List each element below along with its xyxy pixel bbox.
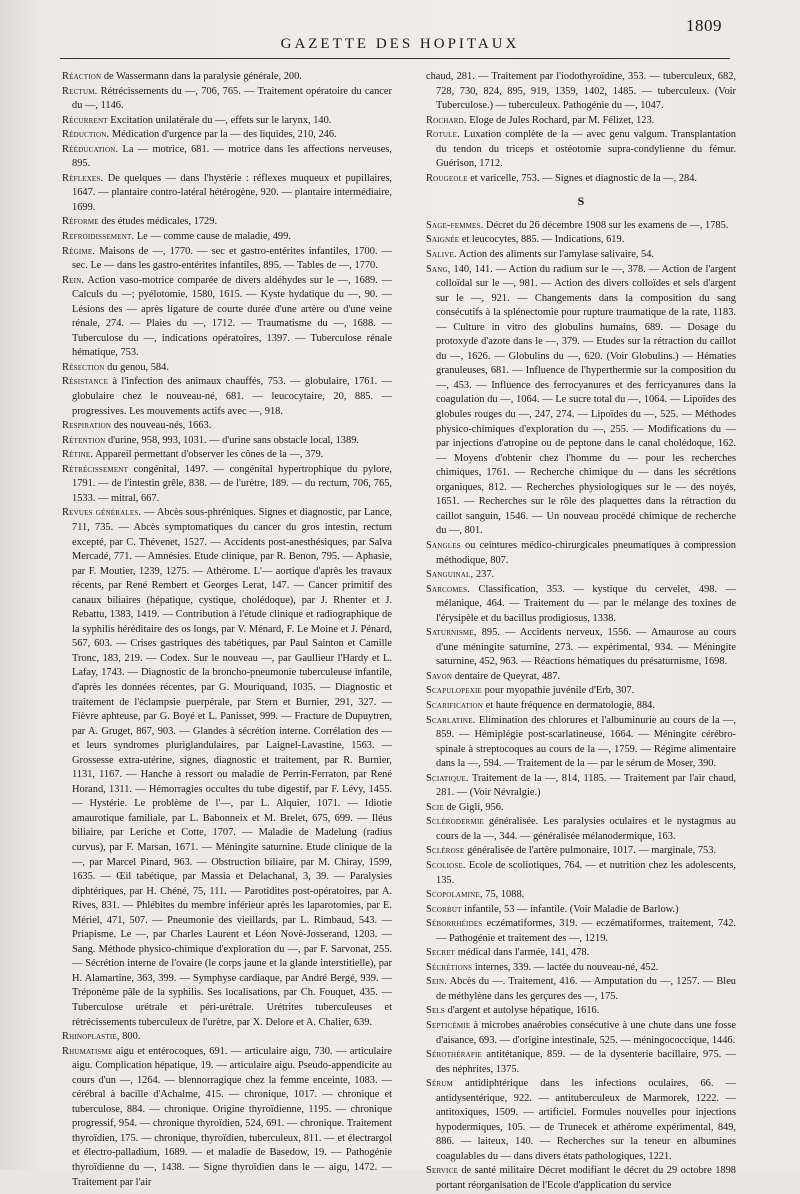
entry-text: Traitement de la —, 814, 1185. — Traitement par l'air chaud, 281. — (Voir Névralgie.) (436, 772, 736, 799)
entry-text: Classification, 353. — kystique du cervelet, 498. — mélanique, 464. — Traitement du — par le mélange des toxines de l'érysipèle et du bacillus prodigiosus, 1338. (436, 583, 736, 624)
index-entry (426, 801, 736, 816)
entry-keyword: Salive. (426, 249, 457, 261)
entry-keyword: Sérothérapie (426, 1049, 483, 1061)
index-entry (426, 128, 736, 172)
index-entry (426, 888, 736, 903)
entry-text: Ecole de scoliotiques, 764. — et nutrition chez les adolescents, 135. (436, 859, 736, 886)
entry-text: Maisons de —, 1770. — sec et gastro-entérites infantiles, 1700. — sec. Le — dans les gastro-entérites infantiles, 895. — Tables de —, 1770. (72, 245, 392, 272)
index-entry (426, 219, 736, 234)
index-entry (426, 114, 736, 129)
index-entry (62, 361, 392, 376)
index-entry (426, 1164, 736, 1193)
index-entry (62, 85, 392, 114)
index-entry (62, 230, 392, 245)
section-letter: S (577, 194, 585, 209)
entry-keyword: Résection (62, 361, 105, 373)
entry-text: 895. — Accidents nerveux, 1556. — Amaurose au cours d'une méningite saturnine, 273. — expérimental, 934. — Méningite saturnine, 452, 963. — Réactions hématiques du présaturnisme, 1698. (436, 627, 736, 668)
index-entry (62, 274, 392, 361)
entry-keyword: Saturnisme, (426, 627, 477, 639)
entry-text: — Abcès sous-phréniques. Signes et diagnostic, par Lance, 711, 735. — Abcès symptomatiques du cancer du gros intestin, rectum excepté, par C. Thévenet, 1527. — Accidents post-anesthésiques, par Salva Mercadé, 771. — Amnésies. Etude clinique, par R. Benon, 795. — Aphasie, par F. Moutier, 1239, 1275. — Athérome. L'— aortique d'après les travaux récents, par René Rembert et Georges Lerat, 147. — Cancer primitif des canaux biliaires (hépatique, cystique, cholédoque), par J. Rhenter et J. Rebattu, 1383, 1419. — Contribution à l'étude clinique et radiographique de la syphilis héréditaire des os longs, par V. Ménard, F. Le Moine et J. Pénard, 567, 603. — Crises gastriques des tabétiques, par Paul Sainton et Camille Tronc, 183, 219. — Codex. Sur le nouveau —, par Gaullieur l'Hardy et L. Lafay, 1743. — Diagnostic de la broncho-pneumonie tuberculeuse infantile, d'après les données récentes, par G. Mouriquand, 1035. — Diagnostic et traitement de l'éclampsie puerpérale, par Stern et Burnier, 291, 327. — Fièvre aphteuse, par G. Boyé et L. Panisset, 999. — Fracture de Dupuytren, par A. Gruget, 867, 903. — Glandes à sécrétion interne. Corrélation des — et leurs syndromes pluriglandulaires, par Laignel-Lavastine, 1563. — Grossesse extra-utérine, signes, diagnostic et traitement, par R. Burnier, 1131, 1167. — Hanche à ressort ou maladie de Perrin-Ferraton, par René Horand, 1311. — Hémorragies occultes du tube digestif, par F. Lévy, 1455. — Hystérie. Le problème de l'—, par L. Alquier, 1071. — Idiotie amaurotique familiale, par L. Babonneix et M. Brelet, 675, 699. — Iléus biliaire, par Leriche et Cotte, 1707. — Maladie de Madelung (radius curvus), par F. Marsan, 1671. — Méningite saturnine. Etude clinique de la —, par Marcel Pinard, 963. — Obstruction biliaire, par M. Chiray, 1599, 1635. — Œil tabétique, par Massia et Delachanal, 3, 39. — Paralysies diphtériques, par H. Chéné, 75, 111. — Parotidites post-opératoires, par A. Rives, 831. — Phlébites du membre inférieur après les laparotomies, par E. Mériel, 471, 507. — Pneumonie des vieillards, par L. Rimbaud, 543. — Priapisme. Le —, par Charles Laurent et Léon Novè-Josserand, 1203. — Sang. Méthode physico-chimique d'exploration du —, par F. Sarvonat, 255. — Sécrétion interne de l'ovaire (le corps jaune et la glande interstitielle), par H. Alamartine, 363, 399. — Symphyse cardiaque, par André Bergé, 939. — Tréponème pâle de la syphilis. Ses localisations, par Ch. Fouquet, 435. — Tuberculose urétrale et péri-urétrale. Urétrites tuberculeuses et rétrécissements tuberculeux de l'urètre, par X. Delore et A. Chalier, 639. (72, 507, 393, 1028)
index-entry (426, 172, 736, 187)
index-entry (62, 172, 392, 216)
index-entry (62, 448, 392, 463)
index-entry (426, 961, 736, 976)
index-entry (62, 143, 392, 172)
entry-text: de Wassermann dans la paralysie générale, 200. (101, 71, 302, 82)
index-entry (426, 263, 736, 539)
entry-keyword: Revues générales. (62, 507, 142, 519)
entry-text: Médication d'urgence par la — des liquides, 210, 246. (109, 129, 337, 141)
entry-text: Décret du 26 décembre 1908 sur les examens de —, 1785. (483, 219, 729, 231)
entry-text: 800. (119, 1031, 141, 1043)
entry-text: généralisée. Les paralysies oculaires et le nystagmus au cours de la —, 344. — généralisée mélanodermique, 163. (436, 816, 736, 842)
entry-keyword: Sclérodermie (426, 816, 484, 828)
entry-keyword: Scorbut (426, 903, 462, 915)
entry-keyword: Rétrécissement (62, 463, 129, 475)
entry-text: Rétrécissements du —, 706, 765. — Traitement opératoire du cancer du —, 1146. (72, 85, 392, 112)
index-entry (62, 245, 392, 274)
index-entry (426, 917, 736, 946)
entry-text: Le — comme cause de maladie, 499. (134, 231, 291, 243)
entry-text: à microbes anaérobies consécutive à une chute dans une fosse d'aisance, 693. — d'origine intestinale, 525. — méningococcique, 1446. (436, 1020, 736, 1046)
index-entry (426, 583, 736, 627)
running-title: GAZETTE DES HOPITAUX (280, 36, 520, 52)
entry-keyword: Sclérose (426, 845, 465, 857)
entry-text: Excitation unilatérale du —, effets sur le larynx, 140. (107, 114, 332, 126)
entry-keyword: Scopolamine, (426, 889, 483, 901)
index-entry (426, 1077, 736, 1164)
entry-text: des nouveau-nés, 1663. (111, 420, 212, 432)
entry-text: d'argent et autolyse hépatique, 1616. (445, 1005, 600, 1017)
entry-keyword: Sage-femmes. (426, 219, 484, 231)
entry-keyword: Rougeole (426, 172, 468, 184)
entry-keyword: Sanguinal, (426, 569, 474, 581)
index-entry (426, 714, 736, 772)
entry-keyword: Scie (426, 801, 444, 813)
entry-text: ou ceintures médico-chirurgicales pneumatiques à compression méthodique, 807. (436, 539, 736, 566)
header-rule (60, 58, 730, 59)
entry-keyword: Rectum. (62, 85, 98, 97)
entry-text: Eloge de Jules Rochard, par M. Félizet, 123. (466, 114, 655, 126)
index-entry (62, 70, 392, 85)
entry-text: La — motrice, 681. — motrice dans les affections nerveuses, 895. (72, 143, 392, 170)
entry-keyword: Réduction. (62, 129, 110, 141)
index-entry (426, 233, 736, 248)
entry-text: généralisée de l'artère pulmonaire, 1017. — marginale, 753. (464, 845, 717, 857)
entry-text: Action vaso-motrice comparée de divers aldéhydes sur le —, 1689. — Calculs du —; pyélotomie, 1580, 1615. — Kyste hydatique du —, 90. — Lésions des — après ligature de courte durée d'une artère ou d'une veine rénale, 274. — Plaies du —, 1712. — Traumatisme du —, 1688. — Tuberculose du —, indications opératoires, 1397. — Tuberculose rénale hématique, 753. (72, 274, 392, 359)
left-column (62, 70, 392, 1190)
entry-keyword: Scapulopexie (426, 685, 483, 697)
entry-text: des études médicales, 1729. (98, 216, 218, 228)
right-column-r-entries (426, 70, 736, 186)
index-entry (426, 903, 736, 918)
page-number: 1809 (686, 16, 722, 35)
index-entry (426, 946, 736, 961)
entry-text: congénital, 1497. — congénital hypertrophique du pylore, 1791. — de l'intestin grêle, 838. — de l'urètre, 189. — du rectum, 706, 765, 1533. — mitral, 667. (72, 463, 392, 504)
entry-keyword: Sangles (426, 539, 461, 551)
index-entry (62, 1030, 392, 1045)
entry-text: de Gigli, 956. (443, 801, 504, 813)
entry-text: et varicelle, 753. — Signes et diagnostic de la —, 284. (467, 172, 697, 184)
index-entry (62, 128, 392, 143)
entry-keyword: Service (426, 1165, 458, 1177)
entry-keyword: Réforme (62, 216, 99, 228)
entry-keyword: Sciatique. (426, 772, 469, 784)
index-entry (426, 70, 736, 114)
entry-keyword: Récurrent (62, 114, 108, 126)
entry-keyword: Rotule. (426, 129, 460, 141)
entry-text: aigu et entérocoques, 691. — articulaire aigu, 730. — articulaire aigu. Complication hépatique, 19. — articulaire aigu. Pseudo-appendicite au cours d'un —, 1264. — blennorragique chez la femme enceinte, 1083. — cérébral à bacille d'Achalme, 415. — chronique, 1017. — chronique et tuberculose, 884. — chronique. Origine thyroïdienne, 1195. — chronique progressif, 954. — chronique thyroïdien, 524, 691. — chronique. Traitement thyroïdien, 175. — chronique, thyroïdien, tuberculeux, 811. — et électrargol et électro-palladium, 1689. — et maladie de Basedow, 19. — Pathogénie thyroïdienne du —, 1438. — Signe thyroïdien dans le — aigu, 1472. — Traitement par l'air (72, 1045, 392, 1188)
entry-keyword: Réaction (62, 71, 102, 82)
entry-keyword: Rétine. (62, 449, 94, 461)
entry-text: De quelques — dans l'hystérie : réflexes muqueux et pupillaires, 1647. — plantaire contro-latéral hétérogène, 920. — plantaire intermédiaire, 1699. (72, 172, 392, 213)
entry-text: Action des aliments sur l'amylase salivaire, 54. (456, 249, 655, 261)
entry-text: 140, 141. — Action du radium sur le —, 378. — Action de l'argent colloïdal sur le —, 981. — Action des divers colloïdes et sels d'argent sur le —, 921. — Changements dans la composition du sang consécutifs à la splénectomie pour rupture traumatique de la rate, 1183. — Culture in vitro des globulins humains, 689. — Dosage du protoxyde d'azote dans le —, 379. — Etudes sur la rétraction du caillot du —, 1626. — Globulins du —, 620. (Voir Globulins.) — Hématies granuleuses, 681. — Influence de l'hyperthermie sur la composition du —, 453. — Influence des ferrocyanures et des ferricyanures dans la coagulation du —, 1064. — Le sucre total du —, 1064. — Lipoïdes des globules rouges du —, 247, 274. — Lipoïdes du —, 525. — Méthodes physico-chimiques d'exploration du —, 255. — Modifications du — par injections d'atropine ou de peptone dans le canal cholédoque, 162. — Moyens d'obtenir chez l'homme du — pour les recherches chimiques, 1761. — Recherche chimique du — dans les sécrétions organiques, 812. — Recherches physiologiques sur le — des noyés, 1651. — Recherches sur le rôle des plaquettes dans la rétraction du caillot sanguin, 1546. — Un nouveau procédé chimique de recherche du —, 801. (436, 263, 736, 537)
right-column-s-entries (426, 219, 736, 1194)
entry-text: Luxation complète de la — avec genu valgum. Transplantation du tendon du triceps et ostéotomie supra-condylienne du fémur. Guérison, 1712. (436, 129, 736, 170)
entry-text: 237. (473, 569, 495, 581)
entry-text: médical dans l'armée, 141, 478. (455, 947, 590, 959)
entry-keyword: Rétention (62, 434, 106, 446)
entry-text: antidiphtérique dans les infections oculaires, 66. — antidysentérique, 922. — antituberculeux de Marmorek, 1222. — antitoxiques, 1509. — artificiel. Formules nouvelles pour injections hypodermiques, 105. — de Trunecek et athérome expérimental, 849, 886. — laiteux, 140. — Recherches sur la teneur en albumines coagulables du — dans divers états pathologiques, 1221. (436, 1078, 736, 1162)
index-entry (62, 215, 392, 230)
entry-keyword: Saignée (426, 234, 460, 246)
index-entry (426, 626, 736, 670)
index-entry (426, 248, 736, 263)
entry-keyword: Rochard. (426, 114, 467, 126)
entry-text: et haute fréquence en dermatologie, 884. (483, 699, 655, 711)
entry-keyword: Sang, (426, 263, 451, 275)
entry-text: pour myopathie juvénile d'Erb, 307. (482, 685, 635, 697)
index-entry (426, 859, 736, 888)
index-entry (62, 419, 392, 434)
index-entry (62, 463, 392, 507)
entry-keyword: Respiration (62, 420, 112, 432)
entry-text: d'urine, 958, 993, 1031. — d'urine sans obstacle local, 1389. (105, 434, 359, 446)
entry-text: internes, 339. — lactée du nouveau-né, 452. (472, 961, 659, 973)
entry-text: de santé militaire Décret modifiant le décret du 29 octobre 1898 portant réorganisation de l'Ecole d'application du service (436, 1165, 736, 1192)
entry-text: antitétanique, 859. — de la dysenterie bacillaire, 975. — des néphrites, 1375. (436, 1049, 736, 1075)
index-entry (62, 506, 392, 1030)
index-entry (426, 1019, 736, 1048)
entry-keyword: Rein. (62, 274, 85, 286)
entry-keyword: Réflexes. (62, 172, 104, 184)
index-entry (426, 772, 736, 801)
entry-text: et leucocytes, 885. — Indications, 619. (459, 234, 625, 246)
entry-keyword: Résistance (62, 376, 109, 388)
entry-keyword: Sarcomes. (426, 583, 471, 595)
entry-keyword: Sein. (426, 976, 448, 988)
entry-text: Appareil permettant d'observer les cônes de la —, 379. (93, 449, 324, 461)
entry-keyword: Rééducation. (62, 143, 119, 155)
entry-keyword: Séborrhéides (426, 918, 483, 930)
index-entry (62, 114, 392, 129)
index-entry (426, 975, 736, 1004)
entry-text: 75, 1088. (482, 889, 525, 901)
index-entry (62, 434, 392, 449)
entry-text: dentaire de Queyrat, 487. (452, 670, 561, 682)
index-entry (426, 815, 736, 844)
entry-text: du genou, 584. (104, 361, 169, 373)
index-entry (426, 539, 736, 568)
entry-text: eczématiformes, 319. — eczématiformes, traitement, 742. — Pathogénie et traitement des —, 1219. (436, 918, 736, 944)
entry-keyword: Rhinoplastie, (62, 1031, 120, 1043)
entry-keyword: Sécrétions (426, 961, 473, 973)
entry-keyword: Savon (426, 670, 453, 682)
entry-keyword: Sérum (426, 1078, 454, 1090)
index-entry (426, 1048, 736, 1077)
entry-keyword: Scoliose. (426, 859, 466, 871)
entry-text: Elimination des chlorures et l'albuminurie au cours de la —, 859. — Hémiplégie post-scarlatineuse, 1664. — Méningite cérébro-spinale à streptocoques au cours de la —, 1759. — Régime alimentaire dans la —, 594. — Traitement de la — par le sérum de Moser, 390. (436, 714, 736, 770)
entry-keyword: Septicémie (426, 1020, 471, 1031)
index-entry (62, 375, 392, 419)
index-entry (426, 684, 736, 699)
entry-keyword: Secret (426, 947, 456, 959)
entry-keyword: Scarlatine. (426, 714, 476, 726)
index-entry (62, 1045, 392, 1190)
index-entry (426, 699, 736, 714)
entry-text: Abcès du —. Traitement, 416. — Amputation du —, 1257. — Bleu de méthylène dans les gerçures des —, 175. (436, 976, 736, 1002)
entry-keyword: Rhumatisme (62, 1045, 113, 1057)
entry-keyword: Scarification (426, 699, 483, 711)
index-entry (426, 568, 736, 583)
right-column (426, 70, 736, 1194)
entry-text: chaud, 281. — Traitement par l'iodothyroïdine, 353. — tuberculeux, 682, 728, 730, 824, 895, 919, 1359, 1402, 1485. — tuberculeux. (Voir Tuberculose.) — tuberculeux. Pathogénie du —, 1047. (426, 71, 736, 112)
entry-keyword: Sels (426, 1005, 446, 1017)
entry-keyword: Régime. (62, 245, 96, 257)
index-entry (426, 844, 736, 859)
index-entry (426, 670, 736, 685)
entry-keyword: Refroidissement. (62, 231, 135, 243)
entry-text: à l'infection des animaux chauffés, 753. — globulaire, 1761. — globulaire chez le nouveau-né, 681. — leucocytaire, 20, 885. — progressives. Les mouvements actifs avec —, 918. (72, 376, 392, 417)
index-entry (426, 1004, 736, 1019)
entry-text: infantile, 53 — infantile. (Voir Maladie de Barlow.) (461, 903, 679, 915)
